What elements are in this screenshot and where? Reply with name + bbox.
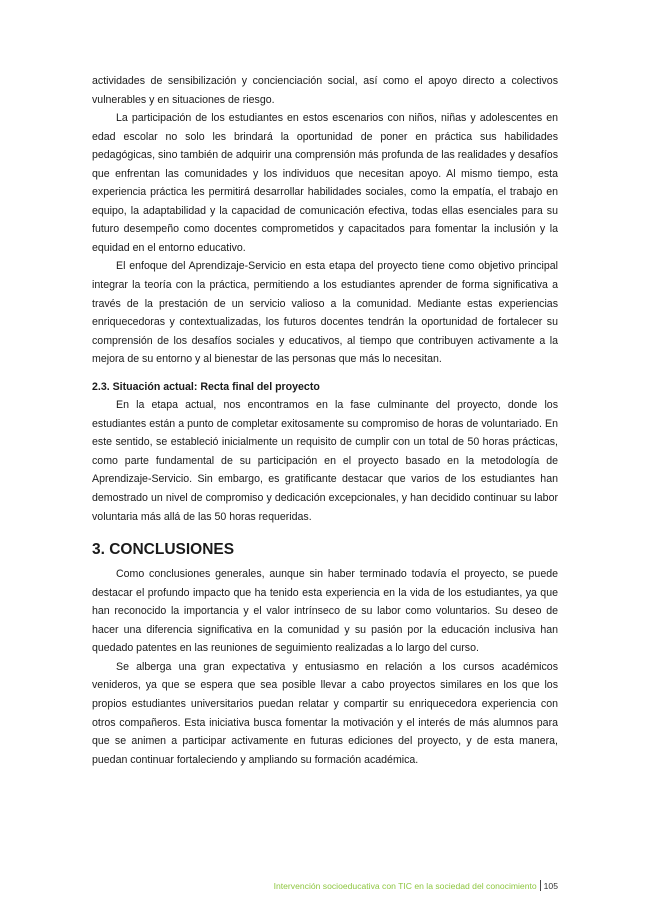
page-content xyxy=(92,72,558,769)
paragraph-2: La participación de los estudiantes en estos escenarios con niños, niñas y adolescentes en edad escolar no solo les brindará la oportunidad de poner en práctica sus habilidades pedagógicas, sino también de adquirir una comprensión más profunda de las realidades y desafíos que enfrentan las comunidades y los individuos que necesitan apoyo. Al mismo tiempo, esta experiencia práctica les permitirá desarrollar habilidades sociales, como la empatía, el trabajo en equipo, la adaptabilidad y la capacidad de comunicación efectiva, todas ellas esenciales para su futuro desempeño como docentes comprometidos y capacitados para fomentar la inclusión y la equidad en el entorno educativo. xyxy=(92,112,558,254)
footer-book-title: Intervención socioeducativa con TIC en la sociedad del conocimiento xyxy=(273,880,537,891)
paragraph-1: actividades de sensibilización y concienciación social, así como el apoyo directo a colectivos vulnerables y en situaciones de riesgo. xyxy=(92,75,558,106)
footer-divider xyxy=(540,880,541,891)
paragraph-6: Se alberga una gran expectativa y entusiasmo en relación a los cursos académicos venideros, ya que se espera que sea posible llevar a cabo proyectos similares en los que los propios estudiantes universitarios puedan relatar y compartir su enriquecedora experiencia con otros compañeros. Esta iniciativa busca fomentar la motivación y el interés de más alumnos para que se animen a participar activamente en futuras ediciones del proyecto, y de esta manera, puedan continuar fortaleciendo y ampliando su formación académica. xyxy=(92,660,558,766)
paragraph-4: En la etapa actual, nos encontramos en la fase culminante del proyecto, donde los estudiantes están a punto de completar exitosamente su compromiso de horas de voluntariado. En este sentido, se estableció inicialmente un requisito de cumplir con un total de 50 horas prácticas, como parte fundamental de su participación en el proyecto basado en la metodología de Aprendizaje-Servicio. Sin embargo, es gratificante destacar que varios de los estudiantes han demostrado un nivel de compromiso y dedicación excepcionales, y han decidido continuar su labor voluntaria más allá de las 50 horas requeridas. xyxy=(92,399,558,523)
paragraph-5: Como conclusiones generales, aunque sin haber terminado todavía el proyecto, se puede destacar el profundo impacto que ha tenido esta experiencia en la vida de los estudiantes, ya que han reconocido la importancia y el valor intrínseco de su labor como voluntarios. Su deseo de hacer una diferencia significativa en la comunidad y su pasión por la educación inclusiva han quedado patentes en las reuniones de seguimiento realizadas a lo largo del curso. xyxy=(92,568,558,655)
section-3-heading: 3. CONCLUSIONES xyxy=(92,541,235,559)
paragraph-3: El enfoque del Aprendizaje-Servicio en esta etapa del proyecto tiene como objetivo principal integrar la teoría con la práctica, permitiendo a los estudiantes aprender de forma significativa a través de la prestación de un servicio valioso a la comunidad. Mediante estas experiencias enriquecedoras y contextualizadas, los futuros docentes tendrán la oportunidad de fortalecer su comprensión de los desafíos sociales y educativos, al tiempo que contribuyen activamente a la mejora de su entorno y al bienestar de las personas que más lo necesitan. xyxy=(92,260,558,366)
page-footer xyxy=(274,880,558,891)
section-2-3-heading: 2.3. Situación actual: Recta final del proyecto xyxy=(92,380,320,393)
page-number: 105 xyxy=(543,880,558,891)
